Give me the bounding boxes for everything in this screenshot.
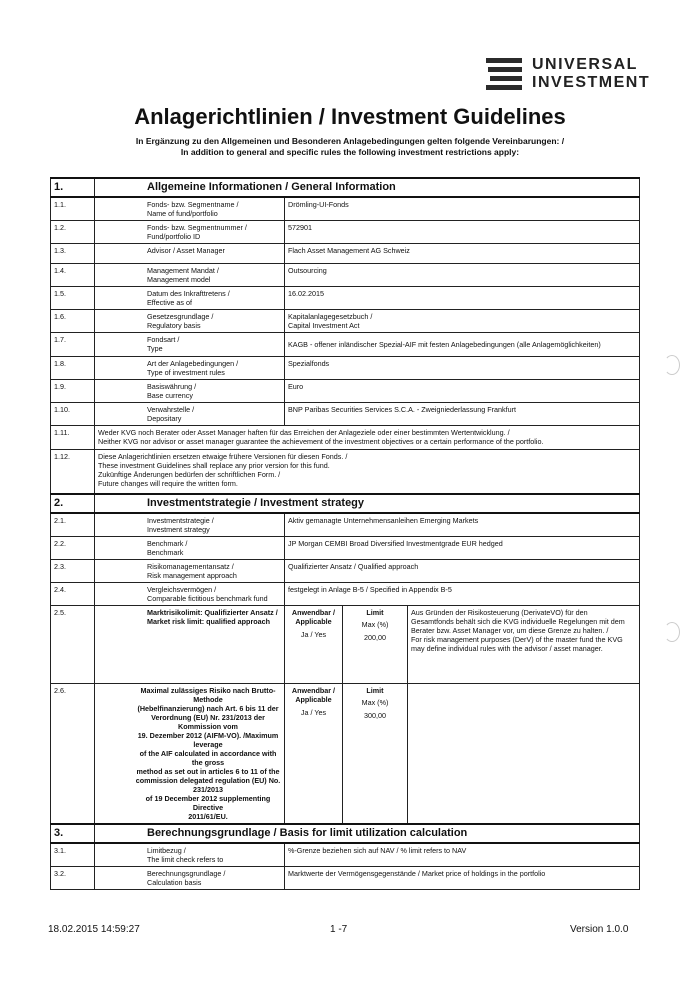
row-label-en: Fund/portfolio ID <box>147 232 201 241</box>
row-value-text: JP Morgan CEMBI Broad Diversified Investmentgrade EUR hedged <box>288 538 503 548</box>
limit-note <box>408 605 640 683</box>
row-note-line: Neither KVG nor advisor or asset manager guarantee the achievement of the investment objectives or a certain performance of the portfolio. <box>98 437 544 446</box>
row-label <box>95 513 285 537</box>
row-label-de: Gesetzesgrundlage / <box>147 312 214 321</box>
applicable-label-en: Applicable <box>295 616 332 626</box>
table-row <box>51 197 640 221</box>
limit-note-line: Berater bzw. Asset Manager vor, um diese Grenze zu halten. / <box>411 625 609 635</box>
intro-de: In Ergänzung zu den Allgemeinen und Besonderen Anlagebedingungen gelten folgende Vereinbarungen: / <box>135 136 565 146</box>
row-number: 3.1. <box>51 843 95 867</box>
row-label-de: Art der Anlagebedingungen / <box>147 359 239 368</box>
footer-version: Version 1.0.0 <box>570 924 629 935</box>
row-label <box>95 843 285 867</box>
applicable-cell <box>285 683 343 824</box>
row-value-text: Flach Asset Management AG Schweiz <box>288 246 410 255</box>
row-label-en: Depositary <box>147 414 182 423</box>
intro-text <box>0 136 700 158</box>
company-logo <box>484 52 654 102</box>
table-row <box>51 310 640 333</box>
row-label-en: Base currency <box>147 391 193 400</box>
row-value <box>285 221 640 244</box>
limit-label-line: commission delegated regulation (EU) No. 231/2013 <box>135 775 281 794</box>
row-value <box>285 582 640 605</box>
universal-logo-icon <box>484 56 524 92</box>
row-number: 1.10. <box>51 403 95 426</box>
limit-label <box>95 683 285 824</box>
row-number: 1.5. <box>51 287 95 310</box>
row-label-de: Fonds- bzw. Segmentnummer / <box>147 223 247 232</box>
footer-page-number: 1 -7 <box>330 924 348 935</box>
row-label <box>95 866 285 889</box>
row-label <box>95 287 285 310</box>
row-number: 1.1. <box>51 197 95 221</box>
row-label-de: Fondsart / <box>147 335 180 344</box>
table-row <box>51 536 640 559</box>
table-row <box>51 357 640 380</box>
limit-label-line: Marktrisikolimit: Qualifizierter Ansatz / <box>147 607 278 617</box>
row-note <box>95 450 640 494</box>
row-label <box>95 380 285 403</box>
row-label-en: The limit check refers to <box>147 854 224 864</box>
row-value <box>285 536 640 559</box>
row-label <box>95 197 285 221</box>
table-row <box>51 333 640 357</box>
row-label-de: Advisor / Asset Manager <box>147 246 225 255</box>
logo-line1: UNIVERSAL <box>532 56 638 73</box>
row-label <box>95 536 285 559</box>
row-label-en: Benchmark <box>147 547 184 557</box>
row-number: 1.9. <box>51 380 95 403</box>
row-value <box>285 513 640 537</box>
row-label-en: Name of fund/portfolio <box>147 209 218 218</box>
table-row <box>51 380 640 403</box>
applicable-value: Ja / Yes <box>300 707 327 717</box>
row-number: 1.12. <box>51 450 95 494</box>
row-note-line: Diese Anlagerichtlinien ersetzen etwaige frühere Versionen für diesen Fonds. / <box>98 452 348 461</box>
table-row <box>51 450 640 494</box>
row-number: 1.6. <box>51 310 95 333</box>
row-number: 1.3. <box>51 244 95 264</box>
row-value-text: BNP Paribas Securities Services S.C.A. - Zweigniederlassung Frankfurt <box>288 405 516 414</box>
limit-label-line: of the AIF calculated in accordance with the gross <box>139 748 277 767</box>
applicable-label: Anwendbar / <box>291 607 336 617</box>
row-value-text: Kapitalanlagegesetzbuch / <box>288 312 373 321</box>
table-row <box>51 403 640 426</box>
row-value <box>285 197 640 221</box>
row-value <box>285 866 640 889</box>
logo-line2: INVESTMENT <box>532 74 651 91</box>
row-note-line: Weder KVG noch Berater oder Asset Manager haften für das Erreichen der Anlageziele oder einer bestimmten Wertentwicklung. / <box>98 428 510 437</box>
section-number: 3. <box>51 824 95 843</box>
row-value-text: 16.02.2015 <box>288 289 324 298</box>
row-label-en: Type <box>147 344 163 353</box>
row-number: 3.2. <box>51 866 95 889</box>
row-number: 1.11. <box>51 426 95 450</box>
section-title: Berechnungsgrundlage / Basis for limit utilization calculation <box>95 824 640 843</box>
row-value-text: Aktiv gemanagte Unternehmensanleihen Emerging Markets <box>288 515 479 525</box>
row-value <box>285 843 640 867</box>
row-label <box>95 582 285 605</box>
table-row <box>51 513 640 537</box>
footer-datetime: 18.02.2015 14:59:27 <box>48 924 140 935</box>
row-value-text: festgelegt in Anlage B-5 / Specified in Appendix B-5 <box>288 584 452 594</box>
row-value-text: Euro <box>288 382 304 391</box>
limit-label-title: Limit <box>366 685 384 695</box>
row-label-en: Regulatory basis <box>147 321 201 330</box>
limit-note-line: For risk management purposes (DerV) of the master fund the KVG <box>411 634 623 644</box>
limit-label-line: (Hebelfinanzierung) nach Art. 6 bis 11 der <box>137 703 279 713</box>
punch-hole-mark <box>664 622 680 642</box>
row-value <box>285 287 640 310</box>
page-title: Anlagerichtlinien / Investment Guidelines <box>134 104 566 129</box>
limit-cell <box>343 605 408 683</box>
row-label-de: Risikomanagementansatz / <box>147 561 234 571</box>
row-label-de: Vergleichsvermögen / <box>147 584 217 594</box>
table-row <box>51 221 640 244</box>
row-label-en: Risk management approach <box>147 570 237 580</box>
section-number: 2. <box>51 494 95 513</box>
limit-note-line: may define individual rules with the advisor / asset manager. <box>411 643 603 653</box>
row-label <box>95 403 285 426</box>
limit-label-line: Maximal zulässiges Risiko nach Brutto-Methode <box>140 685 276 704</box>
table-row <box>51 559 640 582</box>
section-header-row <box>51 824 640 843</box>
limit-row <box>51 605 640 683</box>
row-label-en: Type of investment rules <box>147 368 225 377</box>
row-value <box>285 310 640 333</box>
row-value-text: 572901 <box>288 223 312 232</box>
row-label <box>95 221 285 244</box>
row-number: 2.5. <box>51 605 95 683</box>
row-number: 2.6. <box>51 683 95 824</box>
row-label <box>95 244 285 264</box>
row-label <box>95 264 285 287</box>
row-value-text: Qualifizierter Ansatz / Qualified approach <box>288 561 419 571</box>
row-value-text2: Capital Investment Act <box>288 321 360 330</box>
table-row <box>51 866 640 889</box>
row-label <box>95 559 285 582</box>
limit-unit: Max (%) <box>361 619 389 629</box>
row-label-en: Effective as of <box>147 298 193 307</box>
row-label-en: Calculation basis <box>147 877 202 887</box>
row-value <box>285 357 640 380</box>
limit-label-line: 2011/61/EU. <box>188 811 228 821</box>
applicable-label-en: Applicable <box>295 694 332 704</box>
row-value-text: KAGB - offener inländischer Spezial-AIF mit festen Anlagebedingungen (alle Anlagemöglichkeiten) <box>288 340 601 349</box>
limit-label-line: method as set out in articles 6 to 11 of the <box>136 766 280 776</box>
table-row <box>51 287 640 310</box>
row-value <box>285 380 640 403</box>
row-label-de: Datum des Inkrafttretens / <box>147 289 230 298</box>
limit-row <box>51 683 640 824</box>
row-label <box>95 357 285 380</box>
row-value-text: Spezialfonds <box>288 359 330 368</box>
section-title: Investmentstrategie / Investment strategy <box>95 494 640 513</box>
row-value <box>285 403 640 426</box>
row-note-line: Future changes will require the written form. <box>98 479 238 488</box>
row-label-de: Verwahrstelle / <box>147 405 195 414</box>
section-title: Allgemeine Informationen / General Information <box>95 178 640 197</box>
row-label <box>95 310 285 333</box>
limit-label <box>95 605 285 683</box>
row-value-text: Marktwerte der Vermögensgegenstände / Market price of holdings in the portfolio <box>288 868 546 878</box>
limit-label-line: Market risk limit: qualified approach <box>147 616 271 626</box>
row-label-de: Investmentstrategie / <box>147 515 214 525</box>
limit-cell <box>343 683 408 824</box>
row-label-de: Benchmark / <box>147 538 188 548</box>
section-header-row <box>51 494 640 513</box>
row-label-en: Comparable fictitious benchmark fund <box>147 593 268 603</box>
row-number: 1.8. <box>51 357 95 380</box>
table-row <box>51 426 640 450</box>
row-note-line: These investment Guidelines shall replace any prior version for this fund. <box>98 461 330 470</box>
row-value-text: Drömling-UI-Fonds <box>288 200 349 209</box>
row-label-de: Management Mandat / <box>147 266 219 275</box>
intro-en: In addition to general and specific rules the following investment restrictions apply: <box>180 147 520 157</box>
row-number: 2.1. <box>51 513 95 537</box>
guidelines-table <box>50 177 640 890</box>
row-number: 1.4. <box>51 264 95 287</box>
limit-label-line: Verordnung (EU) Nr. 231/2013 der Kommission vom <box>151 712 265 731</box>
punch-hole-mark <box>664 355 680 375</box>
limit-unit: Max (%) <box>361 697 389 707</box>
limit-label-line: 19. Dezember 2012 (AIFM-VO). /Maximum leverage <box>137 730 279 749</box>
table-row <box>51 244 640 264</box>
row-label-de: Limitbezug / <box>147 845 186 855</box>
row-label-en: Management model <box>147 275 211 284</box>
row-label-de: Berechnungsgrundlage / <box>147 868 226 878</box>
row-number: 2.3. <box>51 559 95 582</box>
applicable-value: Ja / Yes <box>300 629 327 639</box>
row-number: 1.7. <box>51 333 95 357</box>
row-value-text: Outsourcing <box>288 266 327 275</box>
limit-note-line: Aus Gründen der Risikosteuerung (DerivateVO) für den <box>411 607 588 617</box>
row-note <box>95 426 640 450</box>
row-label <box>95 333 285 357</box>
row-value-text: %-Grenze beziehen sich auf NAV / % limit refers to NAV <box>288 845 467 855</box>
row-value <box>285 264 640 287</box>
section-number: 1. <box>51 178 95 197</box>
limit-value: 200,00 <box>364 632 386 642</box>
row-label-en: Investment strategy <box>147 524 210 534</box>
limit-label-title: Limit <box>366 607 384 617</box>
applicable-cell <box>285 605 343 683</box>
applicable-label: Anwendbar / <box>291 685 336 695</box>
row-note-line: Zukünftige Änderungen bedürfen der schriftlichen Form. / <box>98 470 281 479</box>
table-row <box>51 843 640 867</box>
limit-note <box>408 683 640 824</box>
row-value <box>285 559 640 582</box>
row-number: 2.4. <box>51 582 95 605</box>
row-number: 1.2. <box>51 221 95 244</box>
limit-note-line: Gesamtfonds behält sich die KVG individuelle Regelungen mit dem <box>411 616 625 626</box>
row-label-de: Basiswährung / <box>147 382 197 391</box>
row-number: 2.2. <box>51 536 95 559</box>
row-value <box>285 244 640 264</box>
limit-value: 300,00 <box>364 710 386 720</box>
row-label-de: Fonds- bzw. Segmentname / <box>147 200 239 209</box>
table-row <box>51 582 640 605</box>
row-value <box>285 333 640 357</box>
limit-label-line: of 19 December 2012 supplementing Directive <box>145 793 271 812</box>
table-row <box>51 264 640 287</box>
section-header-row <box>51 178 640 197</box>
